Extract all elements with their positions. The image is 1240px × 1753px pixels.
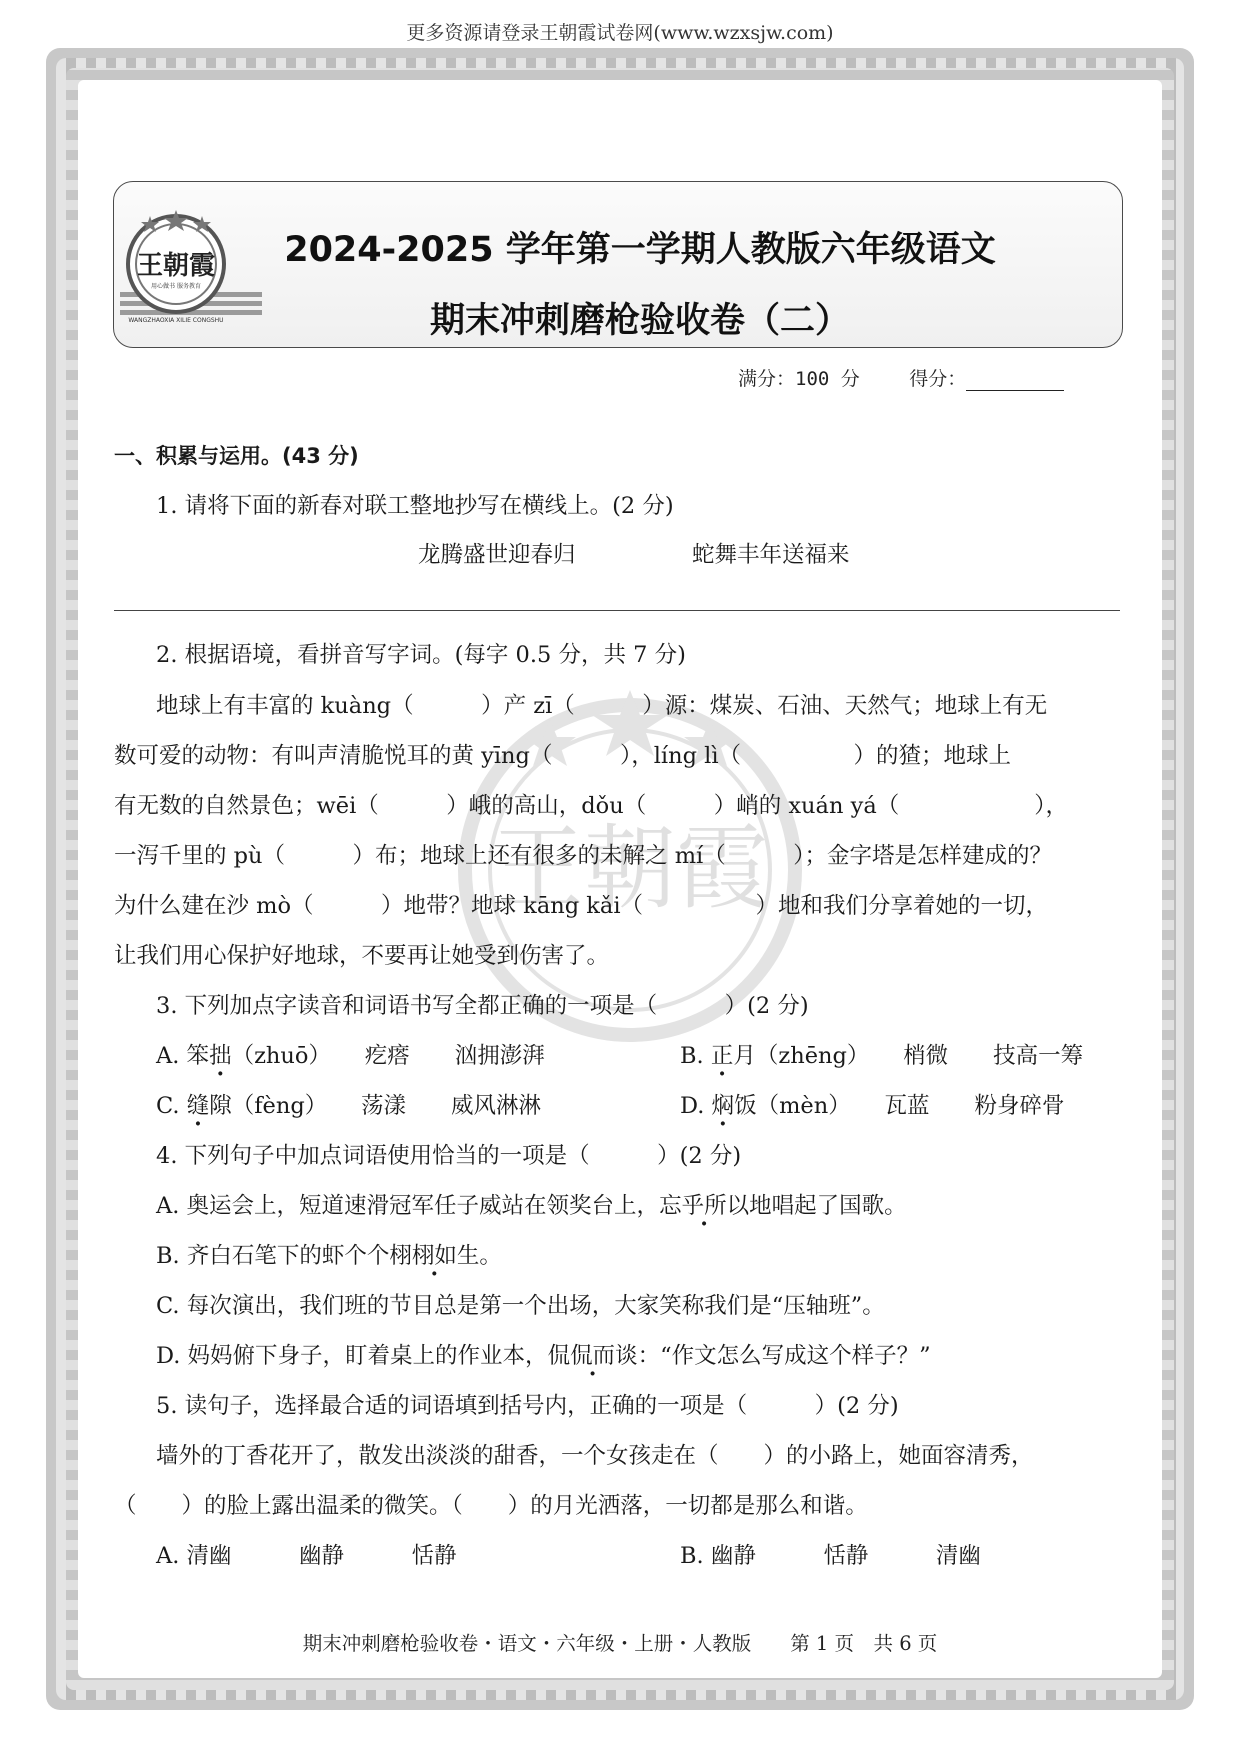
- svg-text:用心做书 服务教育: 用心做书 服务教育: [151, 283, 201, 290]
- q2-line: 为什么建在沙 mò（ ）地带？地球 kāng kǎi（ ）地和我们分享着她的一切，: [114, 893, 1049, 919]
- q3-prompt: 3. 下列加点字读音和词语书写全都正确的一项是（ ）(2 分): [156, 993, 809, 1019]
- q3-option-d[interactable]: D. 焖饭（mèn） 瓦蓝 粉身碎骨: [680, 1093, 1065, 1119]
- page-title-line2: 期末冲刺磨枪验收卷（二）: [429, 301, 850, 341]
- q4-option-b[interactable]: B. 齐白石笔下的虾个个栩栩如生。: [156, 1243, 502, 1269]
- score-label: 得分：: [909, 368, 967, 390]
- q5-option-b[interactable]: B. 幽静 恬静 清幽: [680, 1543, 981, 1569]
- q2-line: 地球上有丰富的 kuàng（ ）产 zī（ ）源：煤炭、石油、天然气；地球上有无: [156, 693, 1048, 719]
- answer-line[interactable]: [114, 610, 1120, 611]
- page-title-line1: 2024-2025 学年第一学期人教版六年级语文: [284, 230, 996, 270]
- q2-prompt: 2. 根据语境，看拼音写字词。(每字 0.5 分，共 7 分): [156, 642, 686, 668]
- q2-line: 数可爱的动物：有叫声清脆悦耳的黄 yīng（ ），líng lì（ ）的猹；地球上: [114, 743, 1012, 769]
- q4-option-c[interactable]: C. 每次演出，我们班的节目总是第一个出场，大家笑称我们是“压轴班”。: [156, 1293, 885, 1319]
- couplet-right: 蛇舞丰年送福来: [692, 542, 850, 568]
- q5-passage-line: 墙外的丁香花开了，散发出淡淡的甜香，一个女孩走在（ ）的小路上，她面容清秀，: [156, 1443, 1034, 1469]
- svg-text:王朝霞: 王朝霞: [136, 251, 216, 281]
- q2-line: 让我们用心保护好地球，不要再让她受到伤害了。: [114, 943, 610, 969]
- q5-prompt: 5. 读句子，选择最合适的词语填到括号内，正确的一项是（ ）(2 分): [156, 1393, 899, 1419]
- q5-passage-line: （ ）的脸上露出温柔的微笑。（ ）的月光洒落，一切都是那么和谐。: [114, 1493, 868, 1519]
- score-line: [738, 364, 1064, 391]
- q2-line: 一泻千里的 pù（ ）布；地球上还有很多的未解之 mí（ ）；金字塔是怎样建成的？: [114, 843, 1052, 869]
- site-banner: 更多资源请登录王朝霞试卷网(www.wzxsjw.com): [406, 22, 834, 44]
- section-title: 一、积累与运用。(43 分): [114, 444, 359, 468]
- q5-option-a[interactable]: A. 清幽 幽静 恬静: [156, 1543, 457, 1569]
- full-score: 满分：100 分: [738, 368, 860, 390]
- svg-text:王朝霞: 王朝霞: [491, 815, 769, 922]
- couplet-left: 龙腾盛世迎春归: [418, 542, 576, 568]
- q4-prompt: 4. 下列句子中加点词语使用恰当的一项是（ ）(2 分): [156, 1143, 742, 1169]
- q3-option-b[interactable]: B. 正月（zhēng） 梢微 技高一筹: [680, 1043, 1084, 1069]
- q1-prompt: 1. 请将下面的新春对联工整地抄写在横线上。(2 分): [156, 493, 674, 519]
- q3-option-a[interactable]: A. 笨拙（zhuō） 疙瘩 汹拥澎湃: [156, 1043, 545, 1069]
- score-blank[interactable]: [966, 372, 1064, 391]
- svg-text:WANGZHAOXIA XILIE CONGSHU: WANGZHAOXIA XILIE CONGSHU: [128, 317, 224, 324]
- q4-option-d[interactable]: D. 妈妈俯下身子，盯着桌上的作业本，侃侃而谈：“作文怎么写成这个样子？”: [156, 1343, 931, 1369]
- q2-line: 有无数的自然景色；wēi（ ）峨的高山，dǒu（ ）峭的 xuán yá（ ），: [114, 793, 1068, 819]
- q3-option-c[interactable]: C. 缝隙（fèng） 荡漾 威风淋淋: [156, 1093, 542, 1119]
- q4-option-a[interactable]: A. 奥运会上，短道速滑冠军任子威站在领奖台上，忘乎所以地唱起了国歌。: [156, 1193, 907, 1219]
- page-footer: 期末冲刺磨枪验收卷・语文・六年级・上册・人教版 第 1 页 共 6 页: [302, 1632, 938, 1655]
- publisher-logo: [120, 208, 262, 326]
